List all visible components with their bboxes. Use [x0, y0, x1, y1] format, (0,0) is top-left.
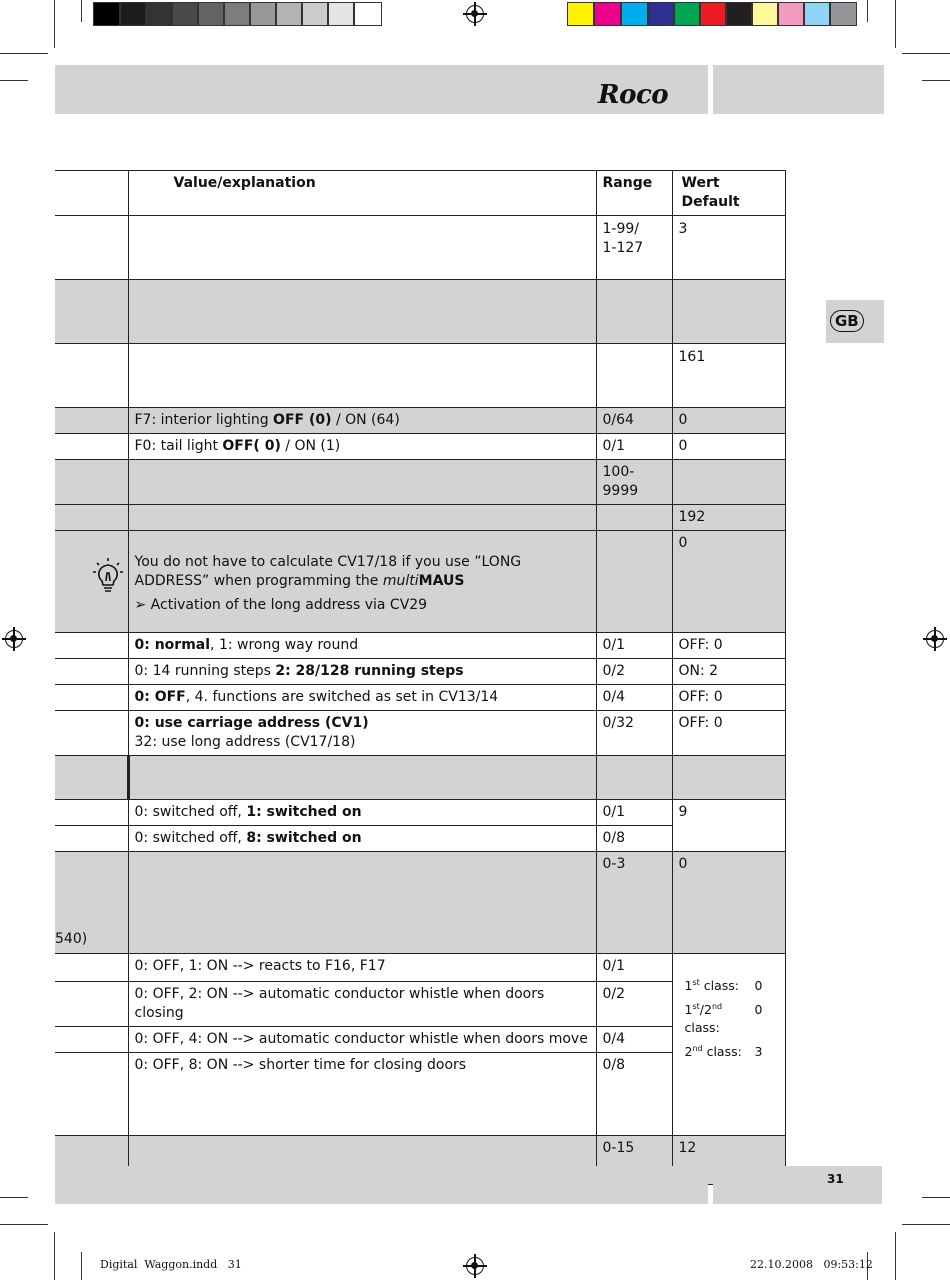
value-cell: 0: switched off, 8: switched on — [128, 826, 596, 852]
value-cell: 0: OFF, 4. functions are switched as set in CV13/14 — [128, 685, 596, 711]
color-swatch — [804, 2, 830, 26]
class-defaults — [679, 974, 769, 1064]
range-cell: 0-15 — [596, 1136, 672, 1185]
table-row — [55, 852, 785, 954]
table-row — [55, 280, 785, 344]
range-cell: 0/1 — [596, 633, 672, 659]
gray-swatch — [328, 2, 354, 26]
table-row — [55, 460, 785, 505]
header-band-right — [713, 65, 884, 114]
color-swatch — [830, 2, 857, 26]
default-cell: OFF: 0 — [672, 633, 785, 659]
range-cell: 0/64 — [596, 408, 672, 434]
class-value: 0 — [754, 1002, 763, 1017]
table-row — [55, 685, 785, 711]
gray-swatch — [172, 2, 198, 26]
color-swatch — [567, 2, 594, 26]
range-cell: 0/4 — [596, 685, 672, 711]
color-swatch — [648, 2, 674, 26]
footer-band-right — [713, 1166, 882, 1204]
range-cell: 0/32 — [596, 711, 672, 756]
table-row — [55, 711, 785, 756]
value-cell: 0: switched off, 1: switched on — [128, 800, 596, 826]
value-cell: F0: tail light OFF( 0) / ON (1) — [128, 434, 596, 460]
footer-timestamp: 22.10.2008 09:53:12 — [750, 1258, 873, 1271]
color-swatch — [726, 2, 752, 26]
default-cell: 192 — [672, 505, 785, 531]
tip-text: You do not have to calculate CV17/18 if you use ”LONG ADDRESS” when programming the multiMAUS — [134, 554, 522, 589]
default-cell: 0 — [672, 408, 785, 434]
range-cell: 0/1 — [596, 800, 672, 826]
gray-swatch — [354, 2, 382, 26]
table-row — [55, 408, 785, 434]
range-cell: 100-9999 — [596, 460, 672, 505]
gray-swatch — [276, 2, 302, 26]
default-cell: 0 — [672, 531, 785, 633]
gray-swatch — [93, 2, 120, 26]
range-cell: 0/2 — [596, 982, 672, 1027]
default-cell: OFF: 0 — [672, 685, 785, 711]
class-label: 2nd class: — [684, 1043, 742, 1059]
gray-swatch — [198, 2, 224, 26]
default-cell: OFF: 0 — [672, 711, 785, 756]
range-cell: 0/2 — [596, 659, 672, 685]
cv-cell: 540) — [55, 852, 128, 954]
table-row — [55, 954, 785, 982]
value-cell: 0: OFF, 1: ON --> reacts to F16, F17 — [128, 954, 596, 982]
class-label: 1st class: — [684, 977, 739, 993]
tip-cell — [128, 531, 596, 633]
default-cell: 161 — [672, 344, 785, 408]
value-cell: 0: OFF, 2: ON --> automatic conductor whistle when doors closing — [128, 982, 596, 1027]
table-row — [55, 434, 785, 460]
table-row — [55, 800, 785, 826]
table-row — [55, 344, 785, 408]
header-default: Wert Default — [672, 171, 785, 216]
value-cell: 0: OFF, 4: ON --> automatic conductor whistle when doors move — [128, 1027, 596, 1053]
footer-band — [55, 1166, 708, 1204]
table-header-row — [55, 171, 785, 216]
color-swatch — [700, 2, 726, 26]
color-swatch — [778, 2, 804, 26]
color-swatch — [752, 2, 778, 26]
table-row — [55, 505, 785, 531]
default-cell: 9 — [672, 800, 785, 852]
default-cell: 0 — [672, 852, 785, 954]
table-row — [55, 216, 785, 280]
arrow-icon: ➢ — [134, 597, 147, 613]
language-tab — [826, 300, 884, 343]
table-row — [55, 531, 785, 633]
gray-swatch — [146, 2, 172, 26]
range-cell: 0/1 — [596, 434, 672, 460]
class-label: 1st/2nd class: — [684, 1001, 723, 1035]
value-cell: F7: interior lighting OFF (0) / ON (64) — [128, 408, 596, 434]
page-number: 31 — [827, 1172, 844, 1186]
roco-logo: Roco — [598, 80, 669, 110]
gray-swatch — [120, 2, 146, 26]
registration-mark-icon — [466, 5, 484, 23]
range-cell: 0/4 — [596, 1027, 672, 1053]
value-cell: 0: use carriage address (CV1) 32: use long address (CV17/18) — [128, 711, 596, 756]
tip-arrow-text: ➢ Activation of the long address via CV29 — [134, 597, 428, 613]
header-range: Range — [596, 171, 672, 216]
color-swatch — [621, 2, 648, 26]
gray-swatch — [224, 2, 250, 26]
value-cell: 0: OFF, 8: ON --> shorter time for closing doors — [128, 1053, 596, 1136]
range-cell: 0/8 — [596, 1053, 672, 1136]
class-value: 3 — [754, 1044, 763, 1059]
lightbulb-icon — [92, 555, 124, 595]
language-tab-label: GB — [830, 310, 864, 332]
gray-swatch — [302, 2, 328, 26]
default-cell: 3 — [672, 216, 785, 280]
registration-mark-icon — [926, 630, 944, 648]
range-cell: 0-3 — [596, 852, 672, 954]
class-defaults-cell — [672, 954, 785, 1136]
color-swatch — [594, 2, 621, 26]
header-value: Value/explanation — [128, 171, 596, 216]
range-cell: 0/8 — [596, 826, 672, 852]
registration-mark-icon — [5, 630, 23, 648]
default-cell: 0 — [672, 434, 785, 460]
table-row — [55, 659, 785, 685]
default-cell: ON: 2 — [672, 659, 785, 685]
range-cell: 0/1 — [596, 954, 672, 982]
class-value: 0 — [754, 978, 763, 993]
table-row — [55, 633, 785, 659]
registration-mark-icon — [466, 1257, 484, 1275]
color-swatch — [674, 2, 700, 26]
range-cell: 1-99/ 1-127 — [596, 216, 672, 280]
value-cell: 0: 14 running steps 2: 28/128 running steps — [128, 659, 596, 685]
gray-swatch — [250, 2, 276, 26]
footer-filename: Digital Waggon.indd 31 — [100, 1258, 242, 1271]
value-cell: 0: normal, 1: wrong way round — [128, 633, 596, 659]
default-cell: 12 — [672, 1136, 785, 1185]
cv-table — [55, 170, 786, 1185]
table-row — [55, 756, 785, 800]
